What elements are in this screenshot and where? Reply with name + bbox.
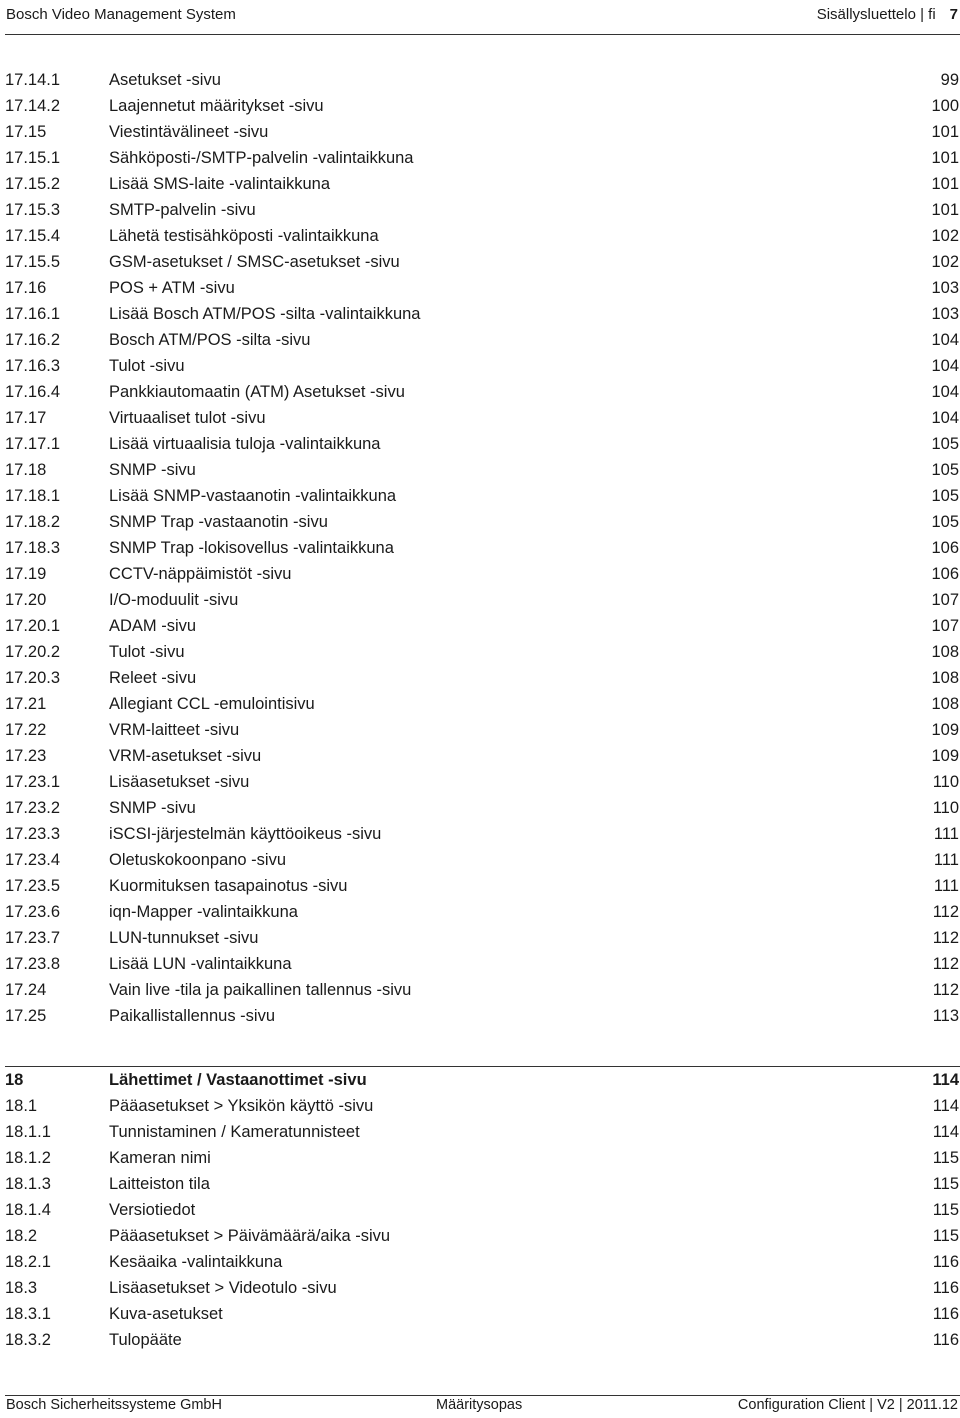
toc-entry-page: 101 (931, 123, 959, 141)
toc-entry-page: 104 (931, 409, 959, 427)
toc-entry-title: Pääasetukset > Päivämäärä/aika -sivu (109, 1227, 391, 1245)
toc-entry-page: 105 (931, 487, 959, 505)
toc-entry-num: 17.24 (5, 981, 47, 999)
toc-entry-num: 17.15.4 (5, 227, 61, 245)
toc-entry[interactable] (0, 1249, 960, 1275)
toc-entry-num: 17.18.1 (5, 487, 61, 505)
toc-entry-num: 17.23.3 (5, 825, 61, 843)
toc-entry-title: LUN-tunnukset -sivu (109, 929, 259, 947)
toc-entry-title: Kuormituksen tasapainotus -sivu (109, 877, 348, 895)
toc-entry-page: 99 (940, 71, 959, 89)
toc-entry-title: Kuva-asetukset (109, 1305, 223, 1323)
toc-entry-num: 17.15.2 (5, 175, 61, 193)
toc-entry-page: 100 (931, 97, 959, 115)
toc-entry-title: Lisää SMS-laite -valintaikkuna (109, 175, 331, 193)
toc-group-chapter-17 (0, 67, 960, 1029)
toc-entry[interactable] (0, 431, 960, 457)
toc-entry[interactable] (0, 1119, 960, 1145)
toc-entry[interactable] (0, 249, 960, 275)
toc-group-chapter-18 (0, 1067, 960, 1353)
toc-entry-num: 17.23.1 (5, 773, 61, 791)
toc-entry[interactable] (0, 67, 960, 93)
toc-entry-title: SMTP-palvelin -sivu (109, 201, 256, 219)
toc-entry-num: 18.2.1 (5, 1253, 51, 1271)
toc-entry-title: ADAM -sivu (109, 617, 197, 635)
toc-entry-num: 18.2 (5, 1227, 38, 1245)
toc-entry[interactable] (0, 821, 960, 847)
toc-entry-page: 111 (933, 825, 959, 843)
footer-doc-type: Määritysopas (436, 1397, 523, 1413)
toc-entry[interactable] (0, 691, 960, 717)
toc-entry[interactable] (0, 405, 960, 431)
toc-entry-title: Lisäasetukset > Videotulo -sivu (109, 1279, 337, 1297)
toc-entry-title: POS + ATM -sivu (109, 279, 235, 297)
toc-entry-num: 17.23.8 (5, 955, 61, 973)
toc-entry[interactable] (0, 119, 960, 145)
toc-entry-num: 18.3.1 (5, 1305, 51, 1323)
toc-entry-title: VRM-asetukset -sivu (109, 747, 262, 765)
toc-entry-num: 17.17.1 (5, 435, 61, 453)
toc-entry-page: 103 (931, 279, 959, 297)
toc-entry[interactable] (0, 743, 960, 769)
toc-entry-num: 17.14.2 (5, 97, 61, 115)
toc-entry-title: GSM-asetukset / SMSC-asetukset -sivu (109, 253, 400, 271)
toc-entry-num: 17.16.2 (5, 331, 61, 349)
toc-entry-title: Paikallistallennus -sivu (109, 1007, 275, 1025)
toc-entry-page: 108 (931, 669, 959, 687)
toc-entry[interactable] (0, 1171, 960, 1197)
toc-entry[interactable] (0, 639, 960, 665)
toc-entry-num: 17.22 (5, 721, 47, 739)
toc-entry[interactable] (0, 223, 960, 249)
toc-entry-page: 113 (932, 1007, 959, 1025)
toc-entry[interactable] (0, 925, 960, 951)
toc-entry[interactable] (0, 1301, 960, 1327)
toc-entry-title: Lisää LUN -valintaikkuna (109, 955, 292, 973)
toc-entry-num: 17.23.5 (5, 877, 61, 895)
toc-entry-page: 115 (932, 1201, 959, 1219)
toc-entry-num: 17.25 (5, 1007, 47, 1025)
toc-entry-title: VRM-laitteet -sivu (109, 721, 240, 739)
toc-entry-page: 105 (931, 461, 959, 479)
toc-entry[interactable] (0, 665, 960, 691)
toc-entry-title: Asetukset -sivu (109, 71, 221, 89)
toc-entry-num: 18.3.2 (5, 1331, 51, 1349)
toc-entry[interactable] (0, 353, 960, 379)
toc-entry-title: Virtuaaliset tulot -sivu (109, 409, 266, 427)
toc-entry[interactable] (0, 769, 960, 795)
toc-entry-num: 17.16.3 (5, 357, 61, 375)
toc-entry-page: 115 (932, 1227, 959, 1245)
toc-entry-num: 17.18 (5, 461, 47, 479)
toc-entry-page: 109 (931, 747, 959, 765)
toc-entry-title: SNMP Trap -lokisovellus -valintaikkuna (109, 539, 394, 557)
toc-entry-title: Lähettimet / Vastaanottimet -sivu (109, 1071, 367, 1089)
toc-entry[interactable] (0, 1275, 960, 1301)
toc-entry-num: 17.16 (5, 279, 47, 297)
toc-entry-num: 18.1.2 (5, 1149, 51, 1167)
toc-entry-page: 114 (932, 1097, 959, 1115)
toc-entry[interactable] (0, 717, 960, 743)
toc-entry-num: 18.1.4 (5, 1201, 51, 1219)
toc-entry-num: 17.20.2 (5, 643, 61, 661)
toc-entry[interactable] (0, 93, 960, 119)
toc-entry-page: 115 (932, 1149, 959, 1167)
toc-entry[interactable] (0, 275, 960, 301)
toc-entry[interactable] (0, 379, 960, 405)
toc-entry-page: 115 (932, 1175, 959, 1193)
toc-entry-page: 116 (932, 1305, 959, 1323)
toc-entry-title: Pääasetukset > Yksikön käyttö -sivu (109, 1097, 374, 1115)
footer-company: Bosch Sicherheitssysteme GmbH (6, 1397, 222, 1413)
toc-entry-page: 109 (931, 721, 959, 739)
toc-entry[interactable] (0, 457, 960, 483)
page-footer (0, 1395, 960, 1418)
toc-entry-page: 116 (932, 1253, 959, 1271)
toc-entry-num: 17.18.3 (5, 539, 61, 557)
toc-entry[interactable] (0, 301, 960, 327)
toc-entry-page: 107 (931, 617, 959, 635)
toc-entry[interactable] (0, 197, 960, 223)
toc-entry-num: 17.15.3 (5, 201, 61, 219)
toc-entry-page: 104 (931, 383, 959, 401)
toc-entry[interactable] (0, 1223, 960, 1249)
toc-entry[interactable] (0, 873, 960, 899)
toc-entry-title: SNMP Trap -vastaanotin -sivu (109, 513, 328, 531)
toc-entry-page: 116 (932, 1279, 959, 1297)
toc-entry-num: 18.3 (5, 1279, 38, 1297)
toc-entry-title: Laitteiston tila (109, 1175, 210, 1193)
toc-entry-num: 17.15.1 (5, 149, 61, 167)
toc-entry-title: Tunnistaminen / Kameratunnisteet (109, 1123, 360, 1141)
toc-entry-page: 114 (932, 1123, 959, 1141)
toc-entry-title: I/O-moduulit -sivu (109, 591, 239, 609)
toc-entry[interactable] (0, 899, 960, 925)
toc-entry[interactable] (0, 535, 960, 561)
toc-entry-num: 17.20.1 (5, 617, 61, 635)
toc-entry-page: 112 (932, 929, 959, 947)
toc-entry-page: 112 (932, 903, 959, 921)
toc-entry-title: Lisää virtuaalisia tuloja -valintaikkuna (109, 435, 381, 453)
toc-entry-num: 17.17 (5, 409, 47, 427)
toc-entry-title: Kesäaika -valintaikkuna (109, 1253, 283, 1271)
toc-entry-title: Allegiant CCL -emulointisivu (109, 695, 315, 713)
toc-entry-title: Lisää SNMP-vastaanotin -valintaikkuna (109, 487, 397, 505)
toc-entry-title: SNMP -sivu (109, 799, 196, 817)
toc-entry-title: CCTV-näppäimistöt -sivu (109, 565, 292, 583)
toc-entry-num: 17.20 (5, 591, 47, 609)
toc-entry-page: 105 (931, 435, 959, 453)
toc-entry-num: 18.1 (5, 1097, 38, 1115)
table-of-contents (0, 67, 960, 1353)
toc-entry-title: Versiotiedot (109, 1201, 196, 1219)
page-header (0, 0, 960, 34)
toc-entry-num: 17.18.2 (5, 513, 61, 531)
toc-entry-num: 17.15.5 (5, 253, 61, 271)
toc-entry-title: iSCSI-järjestelmän käyttöoikeus -sivu (109, 825, 382, 843)
toc-entry-num: 17.21 (5, 695, 47, 713)
toc-entry-page: 102 (931, 253, 959, 271)
toc-entry-page: 102 (931, 227, 959, 245)
toc-entry[interactable] (0, 1145, 960, 1171)
toc-entry-title: Sähköposti-/SMTP-palvelin -valintaikkuna (109, 149, 414, 167)
toc-entry-page: 116 (932, 1331, 959, 1349)
toc-entry[interactable] (0, 977, 960, 1003)
toc-entry-num: 17.23 (5, 747, 47, 765)
toc-entry-title: Releet -sivu (109, 669, 197, 687)
toc-entry[interactable] (0, 561, 960, 587)
header-product-name: Bosch Video Management System (6, 6, 236, 23)
toc-entry-title: Pankkiautomaatin (ATM) Asetukset -sivu (109, 383, 405, 401)
toc-entry-num: 17.23.7 (5, 929, 61, 947)
toc-entry-num: 17.23.6 (5, 903, 61, 921)
toc-entry-page: 101 (931, 175, 959, 193)
toc-entry[interactable] (0, 1067, 960, 1093)
toc-entry[interactable] (0, 1093, 960, 1119)
toc-entry-page: 101 (931, 201, 959, 219)
toc-entry-num: 17.16.1 (5, 305, 61, 323)
toc-entry-page: 111 (933, 851, 959, 869)
toc-entry-title: iqn-Mapper -valintaikkuna (109, 903, 298, 921)
toc-entry-page: 107 (931, 591, 959, 609)
header-section (817, 6, 958, 23)
toc-entry-title: Lisää Bosch ATM/POS -silta -valintaikkuna (109, 305, 421, 323)
toc-entry-title: Tulot -sivu (109, 357, 185, 375)
toc-entry-num: 17.16.4 (5, 383, 61, 401)
toc-entry[interactable] (0, 1327, 960, 1353)
toc-entry-num: 18.1.1 (5, 1123, 51, 1141)
toc-entry-page: 111 (933, 877, 959, 895)
toc-entry-title: Bosch ATM/POS -silta -sivu (109, 331, 311, 349)
toc-entry-num: 18 (5, 1071, 24, 1089)
toc-entry-page: 104 (931, 331, 959, 349)
toc-entry-title: Lisäasetukset -sivu (109, 773, 250, 791)
toc-entry-page: 108 (931, 695, 959, 713)
toc-entry[interactable] (0, 795, 960, 821)
toc-entry[interactable] (0, 587, 960, 613)
toc-entry[interactable] (0, 1197, 960, 1223)
toc-entry[interactable] (0, 145, 960, 171)
toc-entry[interactable] (0, 951, 960, 977)
toc-entry[interactable] (0, 509, 960, 535)
toc-entry[interactable] (0, 613, 960, 639)
header-section-label: Sisällysluettelo | fi (816, 6, 936, 23)
toc-entry-title: Vain live -tila ja paikallinen tallennus -sivu (109, 981, 412, 999)
toc-entry-num: 17.20.3 (5, 669, 61, 687)
toc-entry-num: 17.19 (5, 565, 47, 583)
toc-entry-title: Kameran nimi (109, 1149, 211, 1167)
toc-entry-page: 108 (931, 643, 959, 661)
toc-entry-page: 106 (931, 565, 959, 583)
toc-entry[interactable] (0, 327, 960, 353)
toc-entry-page: 103 (931, 305, 959, 323)
toc-entry-page: 112 (932, 955, 959, 973)
toc-entry-page: 112 (932, 981, 959, 999)
toc-entry-page: 114 (932, 1071, 959, 1089)
toc-entry-num: 17.23.4 (5, 851, 61, 869)
toc-entry-title: Tulopääte (109, 1331, 182, 1349)
toc-entry-num: 17.23.2 (5, 799, 61, 817)
toc-entry[interactable] (0, 483, 960, 509)
toc-entry[interactable] (0, 847, 960, 873)
chapter-spacer (0, 1029, 960, 1066)
toc-entry-title: Tulot -sivu (109, 643, 185, 661)
toc-entry-num: 17.14.1 (5, 71, 61, 89)
toc-entry-page: 101 (931, 149, 959, 167)
toc-entry-title: Viestintävälineet -sivu (109, 123, 269, 141)
header-divider (5, 34, 960, 35)
toc-entry-page: 110 (932, 773, 959, 791)
toc-entry-title: SNMP -sivu (109, 461, 196, 479)
toc-entry-title: Lähetä testisähköposti -valintaikkuna (109, 227, 379, 245)
toc-entry-page: 110 (932, 799, 959, 817)
toc-entry-page: 105 (931, 513, 959, 531)
toc-entry[interactable] (0, 171, 960, 197)
toc-entry-num: 17.15 (5, 123, 47, 141)
toc-entry-page: 106 (931, 539, 959, 557)
toc-entry-title: Laajennetut määritykset -sivu (109, 97, 324, 115)
toc-entry[interactable] (0, 1003, 960, 1029)
footer-edition: Configuration Client | V2 | 2011.12 (737, 1397, 958, 1413)
header-page-number: 7 (949, 6, 958, 23)
toc-entry-page: 104 (931, 357, 959, 375)
toc-entry-title: Oletuskokoonpano -sivu (109, 851, 287, 869)
toc-entry-num: 18.1.3 (5, 1175, 51, 1193)
